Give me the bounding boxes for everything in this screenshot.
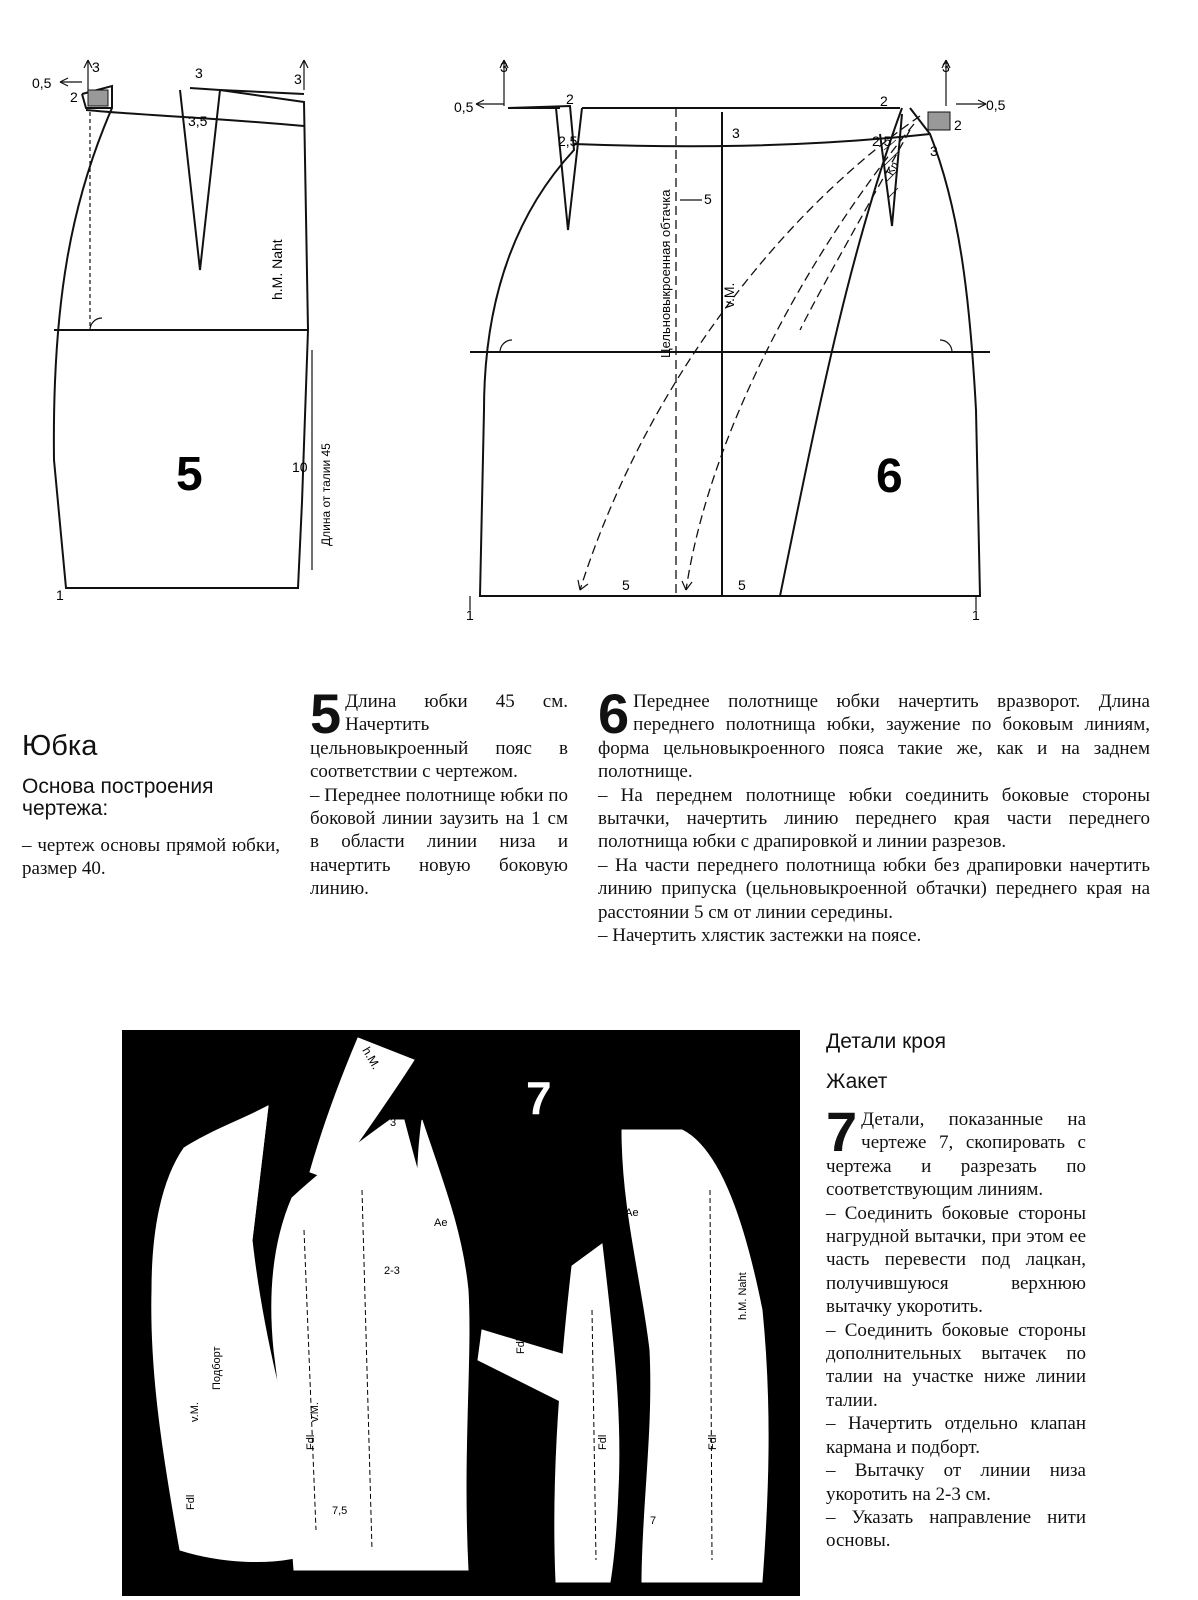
fig7-label-ae-b: h.Ae: [616, 1207, 639, 1219]
text-block-6: [598, 682, 1150, 947]
fig6-label-05-left: 0,5: [454, 99, 474, 115]
figure-5-back-skirt-draft: [30, 50, 370, 620]
fig6-label-3-left: 3: [500, 59, 508, 75]
cut-p2: – Соединить боковые стороны нагрудной вытачки, при этом ее часть перевести под лацкан, получившуюся верхнюю вытачку укоротить.: [826, 1202, 1086, 1318]
text6-p3: – На части переднего полотнища юбки без драпировки начертить линию припуска (цельновыкроенной обтачки) переднего края на расстоянии 5 см от линии середины.: [598, 854, 1150, 923]
text-block-5: [310, 682, 568, 901]
fig6-label-1-right: 1: [972, 607, 980, 623]
text5-p1: Длина юбки 45 см. Начертить цельновыкроенный пояс в соответствии с чертежом.: [310, 691, 568, 783]
fig6-label-facing: Цельновыкроенная обтачка: [658, 189, 673, 358]
fig7-number: 7: [526, 1072, 552, 1124]
fig7-label-ae-a: Ae: [434, 1217, 448, 1229]
cut-number: 7: [826, 1100, 858, 1163]
fig5-label-2: 2: [70, 89, 78, 105]
cut-p5: – Вытачку от линии низа укоротить на 2-3 см.: [826, 1460, 1086, 1505]
fig5-label-05: 0,5: [32, 75, 52, 91]
text6-p4: – Начертить хлястик застежки на поясе.: [598, 925, 922, 947]
fig7-label-hm-naht: h.M. Naht: [737, 1272, 749, 1320]
figure-7-jacket-pieces: [122, 1030, 800, 1596]
fig5-label-10: 10: [292, 459, 308, 475]
fig7-label-vm-a: v.M.: [189, 1402, 201, 1422]
fig6-label-3-band: 3: [732, 125, 740, 141]
cut-p4: – Начертить отдельно клапан кармана и подборт.: [826, 1413, 1086, 1458]
fig5-label-3c: 3: [294, 71, 302, 87]
fig6-label-5-bottom-b: 5: [738, 577, 746, 593]
fig7-label-fdl-b: Fdl: [305, 1434, 317, 1450]
fig7-label-fdl-e: Fdl: [707, 1434, 719, 1450]
fig5-label-seam: h.M. Naht: [269, 239, 285, 300]
fig7-label-fdl-c: Fdl: [515, 1338, 527, 1354]
figure-6-front-skirt-draft: [440, 50, 1020, 630]
text5-p2: – Переднее полотнище юбки по боковой линии заузить на 1 см в области линии низа и начертить новую боковую линию.: [310, 784, 568, 900]
text6-p1: Переднее полотнище юбки начертить вразворот. Длина переднего полотнища юбки, заужение по боковым линиям, форма цельновыкроенного пояса такие же, как и на заднем полотнище.: [598, 691, 1150, 783]
fig6-label-kn: Kn: [884, 159, 902, 178]
fig6-label-05-right: 0,5: [986, 97, 1006, 113]
fig6-label-2-a: 2: [566, 91, 574, 107]
fig6-label-5-bottom-a: 5: [622, 577, 630, 593]
skirt-subtitle: Основа построения чертежа:: [22, 775, 214, 820]
fig6-label-3-corner: 3: [930, 143, 938, 159]
cut-body: [826, 1100, 1086, 1553]
fig7-label-podbort: Подборт: [211, 1346, 223, 1390]
fig6-label-3-right: 3: [942, 59, 950, 75]
skirt-title: Юбка: [22, 730, 98, 762]
cut-p1: Детали, показанные на чертеже 7, скопировать с чертежа и разрезать по соответствующим линиям.: [826, 1109, 1086, 1201]
fig6-label-25-a: 2,5: [558, 133, 578, 149]
fig7-label-vm-b: v.M.: [309, 1402, 321, 1422]
skirt-section: [22, 730, 282, 881]
fig7-label-3: 3: [390, 1117, 397, 1129]
fig7-label-7: 7: [650, 1515, 657, 1527]
fig5-label-35: 3,5: [188, 113, 208, 129]
cut-subtitle: Жакет: [826, 1070, 888, 1093]
fig6-number: 6: [876, 450, 903, 503]
fig5-label-3a: 3: [92, 59, 100, 75]
fig6-label-1-left: 1: [466, 607, 474, 623]
text5-number: 5: [310, 682, 342, 745]
text6-number: 6: [598, 682, 630, 745]
skirt-body: – чертеж основы прямой юбки, размер 40.: [22, 835, 280, 880]
fig5-number: 5: [176, 448, 203, 501]
fig5-label-length: Длина от талии 45: [319, 443, 333, 546]
fig7-label-23: 2-3: [384, 1265, 400, 1277]
fig6-label-25-b: 2,5: [872, 133, 892, 149]
fig7-label-fdl-d: Fdl: [597, 1434, 609, 1450]
cut-section: [826, 1030, 1086, 1553]
fig7-label-hm-top: h.M.: [359, 1044, 384, 1072]
fig7-label-75: 7,5: [332, 1505, 348, 1517]
cut-title: Детали кроя: [826, 1030, 947, 1053]
fig7-label-fdl-a: Fdl: [185, 1494, 197, 1510]
cut-p3: – Соединить боковые стороны дополнительных вытачек по талии на участке ниже линии талии.: [826, 1319, 1086, 1411]
fig6-label-5-vert: 5: [704, 191, 712, 207]
fig6-label-vm: v.M.: [721, 282, 737, 308]
cut-p6: – Указать направление нити основы.: [826, 1506, 1086, 1552]
fig6-label-2-b: 2: [880, 93, 888, 109]
fig6-label-2-c: 2: [954, 117, 962, 133]
text6-p2: – На переднем полотнище юбки соединить боковые стороны вытачки, начертить линию переднего края части переднего полотнища юбки с драпировкой и линии разрезов.: [598, 784, 1150, 853]
fig5-label-1: 1: [56, 587, 64, 603]
fig5-label-3b: 3: [195, 65, 203, 81]
